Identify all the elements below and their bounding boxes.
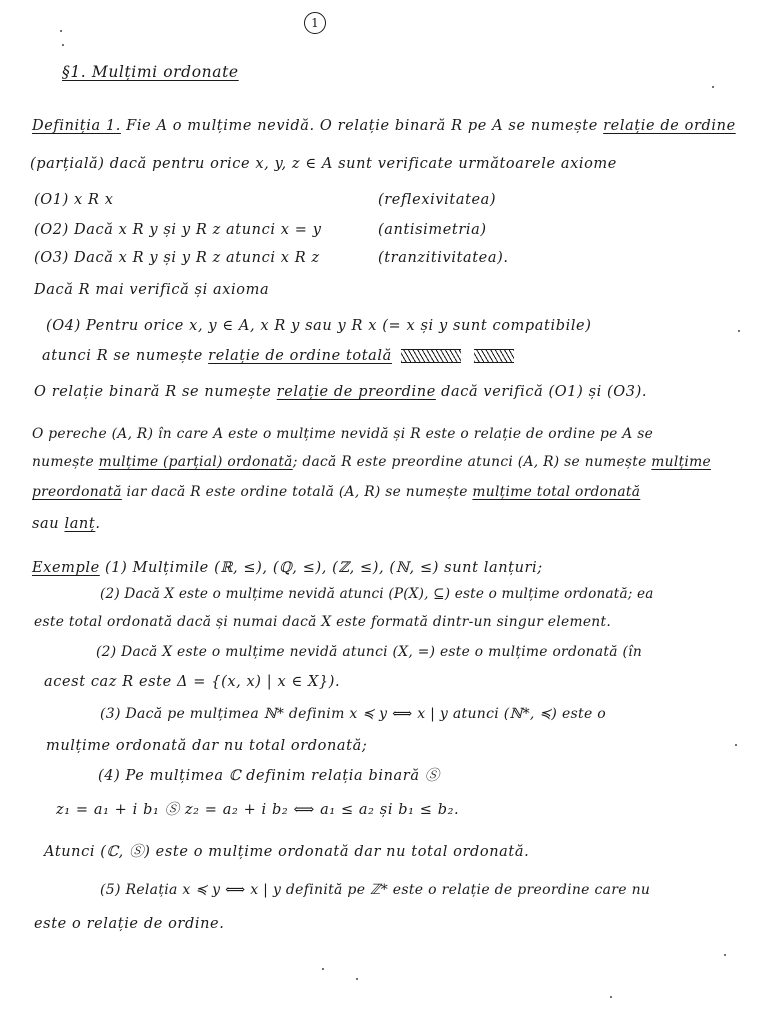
term-preorder: relație de preordine [276, 384, 436, 400]
term-set: mulțime [651, 454, 711, 470]
definition-line-1 [32, 116, 736, 136]
example-3-line-1: (2) Dacă X este o mulțime nevidă atunci (X, =) este o mulțime ordonată (în [96, 644, 643, 660]
example-4-line-2: mulțime ordonată dar nu total ordonată; [46, 738, 368, 754]
definition-line-10: O pereche (A, R) în care A este o mulțime nevidă și R este o relație de ordine pe A se [32, 426, 654, 442]
definition-line-9 [34, 382, 647, 402]
example-line-1 [32, 558, 543, 578]
definition-label: Definiția 1. [32, 118, 121, 134]
definition-line-13 [32, 514, 101, 534]
term-chain: lanț [64, 516, 96, 532]
example-1: (1) Mulțimile (ℝ, ≤), (ℚ, ≤), (ℤ, ≤), (ℕ, ≤) sunt lanțuri; [105, 560, 543, 576]
axiom-o1: (O1) x R x [34, 192, 114, 208]
scan-speck [62, 44, 64, 46]
definition-line-6: Dacă R mai verifică și axioma [34, 282, 270, 298]
crossed-out-scribble [401, 349, 461, 363]
example-5-line-3: Atunci (ℂ, Ⓢ) este o mulțime ordonată dar nu total ordonată. [44, 844, 530, 860]
pair-middle: ; dacă R este preordine atunci (A, R) se numește [292, 454, 647, 470]
scan-speck [610, 996, 612, 998]
preorder-prefix: O relație binară R se numește [34, 384, 272, 400]
term-total-order: relație de ordine totală [208, 348, 392, 364]
scan-speck [356, 978, 358, 980]
definition-line-12 [32, 482, 640, 502]
axiom-o4: (O4) Pentru orice x, y ∈ A, x R y sau y R x (= x și y sunt compatibile) [46, 318, 592, 334]
total-order-prefix: atunci R se numește [42, 348, 203, 364]
definition-line-11 [32, 452, 711, 472]
definition-line-8 [42, 346, 518, 366]
chain-prefix: sau [32, 516, 60, 532]
term-ordered-set: mulțime (parțial) ordonată [98, 454, 293, 470]
page-number: 1 [304, 12, 326, 34]
scan-speck [724, 954, 726, 956]
example-2-line-2: este total ordonată dacă și numai dacă X este formată dintr-un singur element. [34, 614, 612, 630]
chain-suffix: . [95, 516, 101, 532]
axiom-o1-name: (reflexivitatea) [378, 192, 497, 208]
scan-speck [322, 968, 324, 970]
scan-speck [712, 86, 714, 88]
total-ordered-prefix: iar dacă R este ordine totală (A, R) se numește [126, 484, 468, 500]
example-3-line-2: acest caz R este Δ = {(x, x) | x ∈ X}). [44, 674, 341, 690]
example-6-line-1: (5) Relația x ≼ y ⟺ x | y definită pe ℤ* este o relație de preordine care nu [100, 882, 651, 898]
section-heading: §1. Mulțimi ordonate [62, 63, 239, 81]
axiom-o2-name: (antisimetria) [378, 222, 487, 238]
pair-prefix: numește [32, 454, 94, 470]
axiom-o3-name: (tranzitivitatea). [378, 250, 509, 266]
axiom-o2: (O2) Dacă x R y și y R z atunci x = y [34, 222, 322, 238]
term-preordered: preordonată [32, 484, 122, 500]
definition-line-2: (parțială) dacă pentru orice x, y, z ∈ A sunt verificate următoarele axiome [30, 156, 617, 172]
crossed-out-scribble [474, 349, 514, 363]
scan-speck [738, 330, 740, 332]
example-6-line-2: este o relație de ordine. [34, 916, 225, 932]
example-5-line-1: (4) Pe mulțimea ℂ definim relația binară Ⓢ [98, 768, 440, 784]
example-5-line-2: z₁ = a₁ + i b₁ Ⓢ z₂ = a₂ + i b₂ ⟺ a₁ ≤ a₂ și b₁ ≤ b₂. [56, 802, 460, 818]
preorder-suffix: dacă verifică (O1) și (O3). [441, 384, 648, 400]
definition-text: Fie A o mulțime nevidă. O relație binară R pe A se numește [126, 118, 598, 134]
axiom-o3: (O3) Dacă x R y și y R z atunci x R z [34, 250, 320, 266]
example-2-line-1: (2) Dacă X este o mulțime nevidă atunci (P(X), ⊆) este o mulțime ordonată; ea [100, 586, 654, 602]
scan-speck [735, 744, 737, 746]
scan-speck [60, 30, 62, 32]
term-order-relation: relație de ordine [603, 118, 736, 134]
examples-label: Exemple [32, 560, 100, 576]
example-4-line-1: (3) Dacă pe mulțimea ℕ* definim x ≼ y ⟺ x | y atunci (ℕ*, ≼) este o [100, 706, 607, 722]
term-total-ordered-set: mulțime total ordonată [472, 484, 641, 500]
